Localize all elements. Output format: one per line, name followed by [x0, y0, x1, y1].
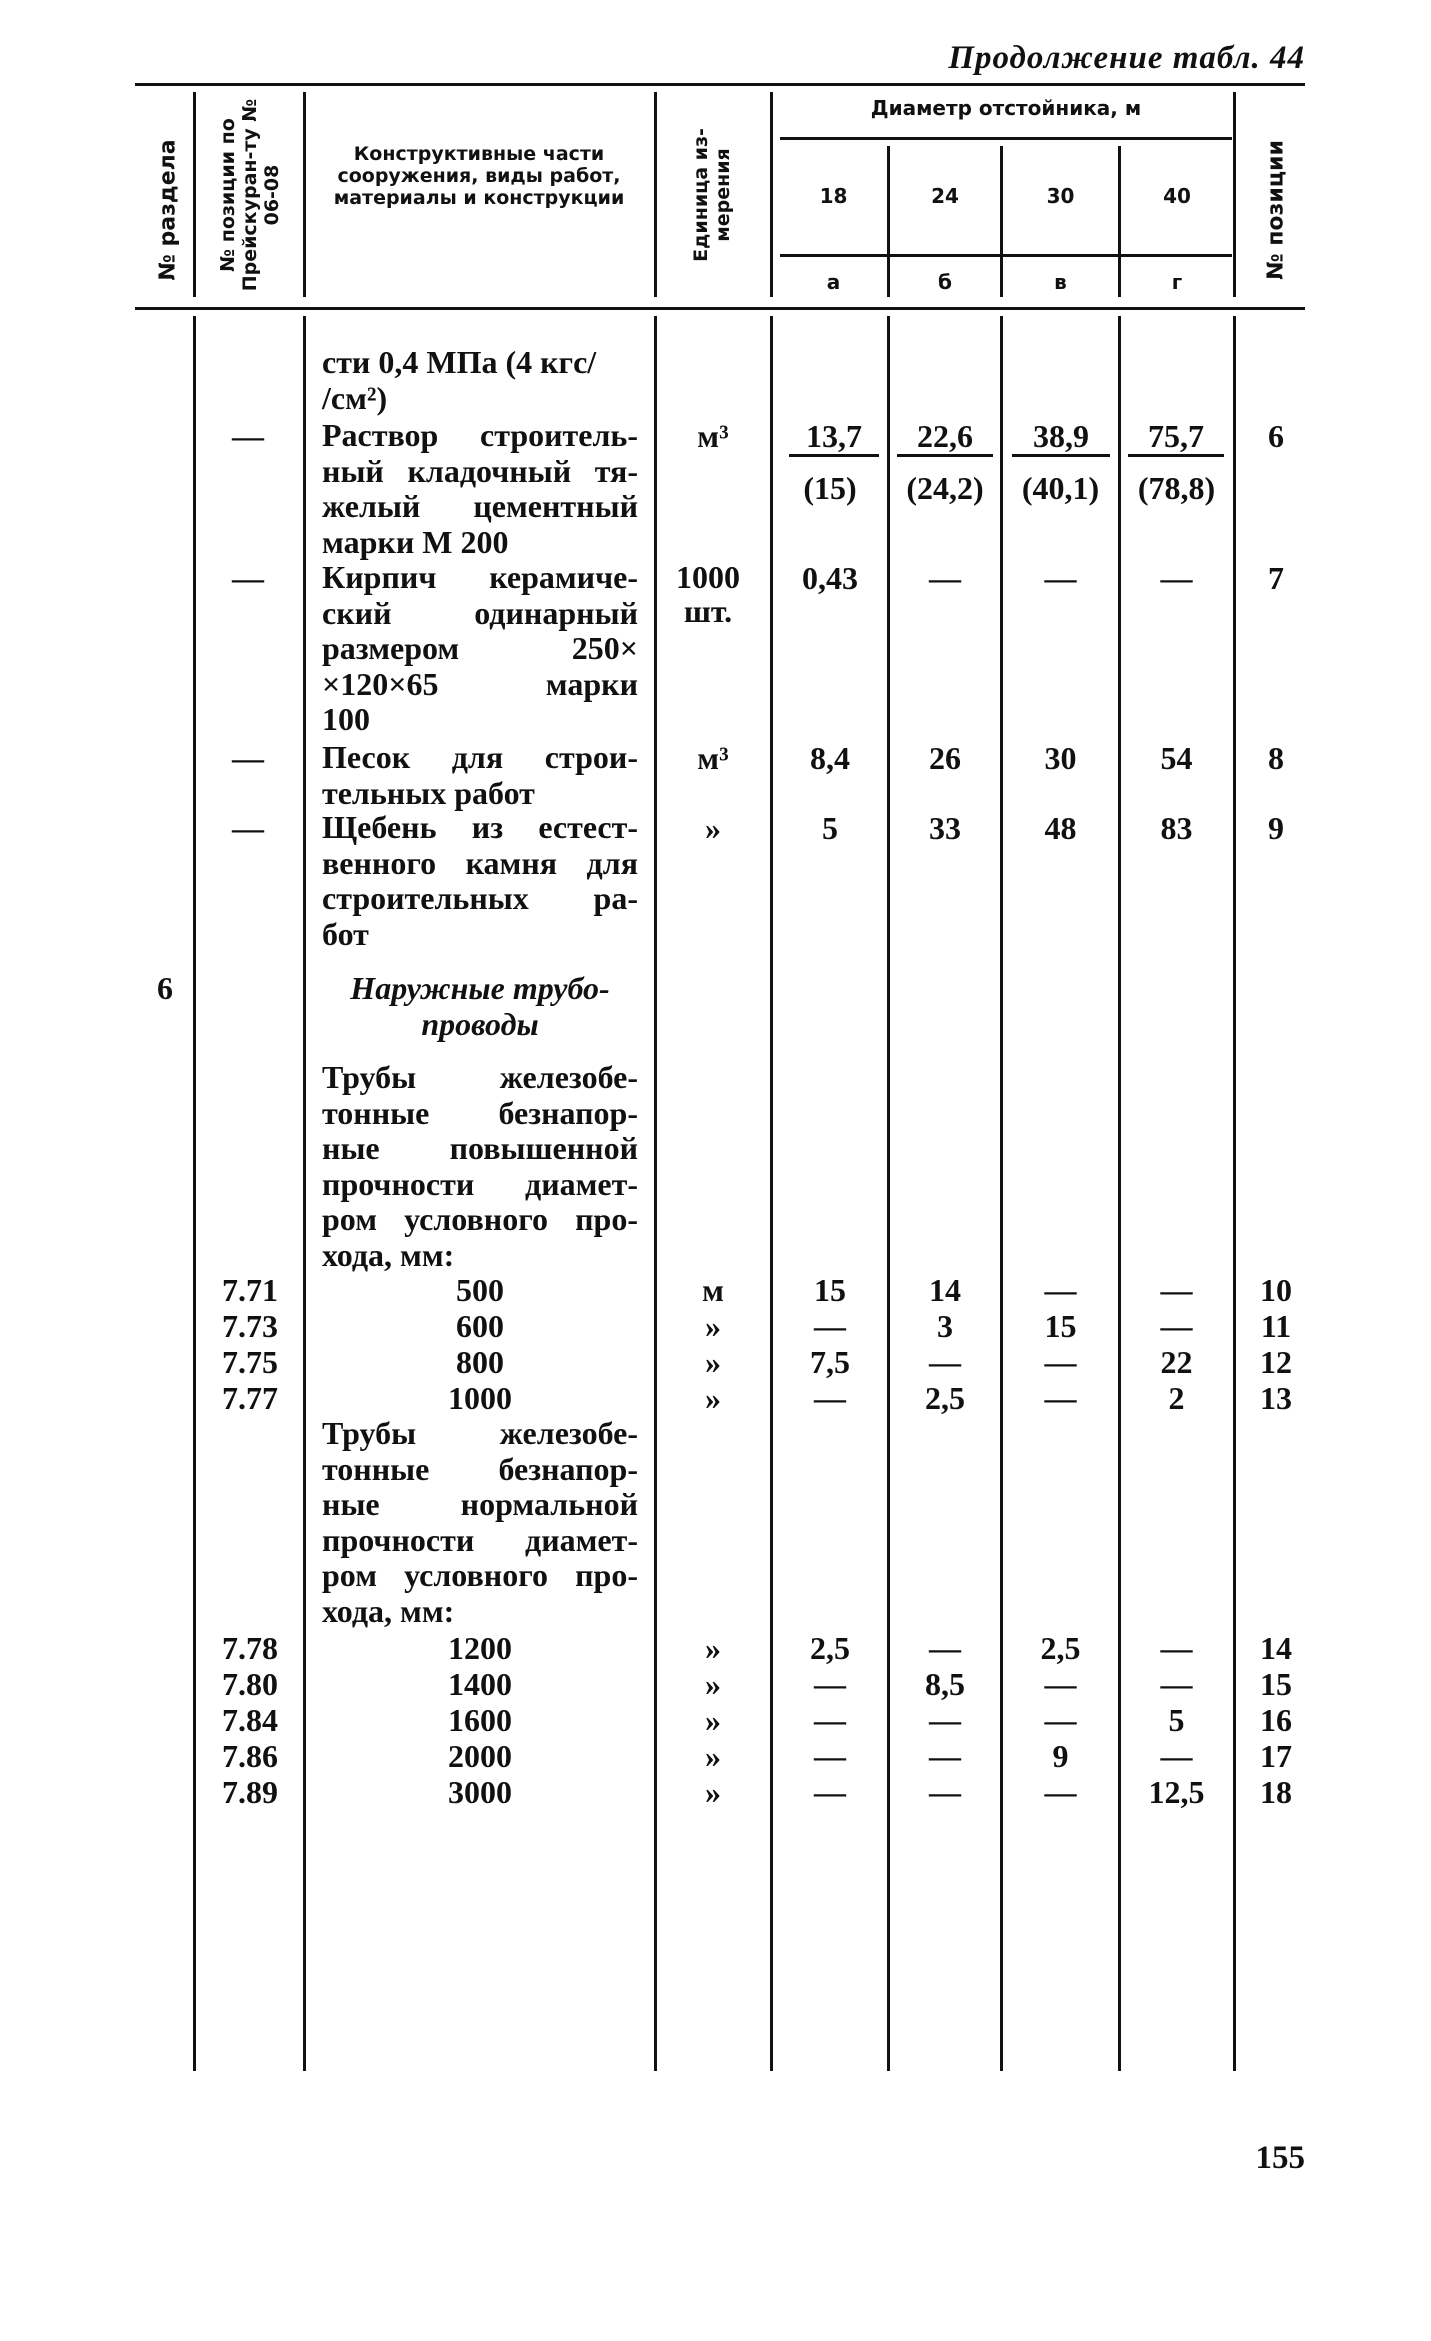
body-vline-4 — [770, 316, 773, 2071]
row1-val2-g: (78,8) — [1137, 470, 1216, 506]
g2-item3-val-v: 9 — [1052, 1738, 1069, 1774]
row1-val-g: 75,7 — [1128, 418, 1224, 457]
row1-desc-line4: марки М 200 — [322, 523, 509, 560]
section-number: 6 — [157, 970, 173, 1006]
g2-item3-pos: 17 — [1260, 1738, 1292, 1774]
hdr-vline-1 — [193, 92, 196, 297]
diam-title-rule — [780, 137, 1232, 140]
row3-val-v: 30 — [1044, 740, 1077, 776]
g2-item4-unit: » — [705, 1774, 721, 1810]
row1-price: — — [232, 418, 264, 454]
row3-val-a: 8,4 — [810, 740, 850, 776]
group1-desc-line3: ные повышенной — [322, 1130, 638, 1166]
group2-desc-line2: тонные безнапор- — [322, 1450, 638, 1487]
g1-item2-pos: 12 — [1260, 1344, 1292, 1380]
group2-desc-line5: ром условного про- — [322, 1557, 638, 1593]
hdr-description: Конструктивные части сооружения, виды работ, материалы и конструкции — [333, 143, 625, 209]
row1-val2-b: (24,2) — [906, 470, 984, 506]
row4-val-a: 5 — [822, 810, 838, 846]
g1-item2-unit: » — [705, 1344, 721, 1380]
g2-item2-price: 7.84 — [222, 1702, 278, 1738]
hdr-diam-40: 40 — [1163, 184, 1191, 208]
row1-val-b: 22,6 — [897, 418, 993, 457]
g1-item0-val-g: — — [1160, 1272, 1193, 1308]
header-top-rule — [135, 83, 1305, 86]
row2-val-g: — — [1160, 560, 1193, 596]
row2-desc-line5: 100 — [322, 701, 370, 737]
hdr-letter-v: в — [1054, 270, 1067, 294]
row4-desc — [322, 810, 638, 952]
row0-desc-line2: /см²) — [322, 379, 388, 416]
row2-desc-line2: ский одинарный — [322, 594, 638, 631]
group2-desc-line4: прочности диамет- — [322, 1521, 638, 1558]
g2-item3-val-g: — — [1160, 1738, 1193, 1774]
g1-item1-pos: 11 — [1260, 1308, 1292, 1344]
g2-item2-size: 1600 — [448, 1702, 512, 1738]
g2-item3-size: 2000 — [448, 1738, 512, 1774]
row4-unit: » — [705, 810, 721, 846]
hdr-letter-b: б — [938, 270, 952, 294]
header-bottom-rule — [135, 307, 1305, 310]
row2-val-v: — — [1044, 560, 1077, 596]
row1-pos: 6 — [1268, 418, 1284, 454]
row1-val2-v: (40,1) — [1021, 470, 1100, 506]
row4-pos: 9 — [1268, 810, 1284, 846]
body-vline-8 — [1233, 316, 1236, 2071]
row1-desc-line1: Раствор строитель- — [322, 417, 638, 453]
g1-item1-val-v: 15 — [1044, 1308, 1077, 1344]
row2-desc — [322, 560, 638, 738]
group1-desc-line4: прочности диамет- — [322, 1165, 638, 1202]
hdr-vline-8 — [1233, 92, 1236, 297]
g1-item3-size: 1000 — [448, 1380, 512, 1416]
g2-item2-val-a: — — [814, 1702, 846, 1738]
row0-desc — [322, 345, 638, 416]
g1-item3-pos: 13 — [1260, 1380, 1292, 1416]
g1-item0-size: 500 — [456, 1272, 504, 1308]
row2-val-a: 0,43 — [802, 560, 858, 596]
table-caption: Продолжение табл. 44 — [948, 40, 1305, 76]
hdr-price-pos: № позиции по Прейскуран-ту № 06-08 — [217, 98, 283, 292]
row1-desc — [322, 418, 638, 560]
row2-pos: 7 — [1268, 560, 1284, 596]
g2-item0-val-a: 2,5 — [810, 1630, 850, 1666]
group2-desc-line6: хода, мм: — [322, 1592, 455, 1629]
g1-item1-val-g: — — [1160, 1308, 1193, 1344]
row2-desc-line4: ×120×65 марки — [322, 665, 638, 702]
hdr-diam-24: 24 — [931, 184, 959, 208]
row2-desc-line3: размером 250× — [322, 630, 638, 666]
g1-item2-val-g: 22 — [1160, 1344, 1193, 1380]
g1-item0-val-v: — — [1044, 1272, 1077, 1308]
g1-item3-val-v: — — [1044, 1380, 1077, 1416]
g2-item0-val-b: — — [929, 1630, 961, 1666]
page-number: 155 — [1255, 2140, 1305, 2176]
g2-item4-val-v: — — [1044, 1774, 1077, 1810]
hdr-diameter: Диаметр отстойника, м — [870, 96, 1142, 120]
diam-letters-rule — [780, 254, 1232, 257]
g2-item0-price: 7.78 — [222, 1630, 278, 1666]
row1-unit: м³ — [697, 418, 729, 454]
group1-desc-line5: ром условного про- — [322, 1201, 638, 1237]
g2-item0-val-g: — — [1160, 1630, 1193, 1666]
row4-price: — — [232, 810, 264, 846]
row4-desc-line1: Щебень из естест- — [322, 809, 638, 845]
row0-desc-line1: сти 0,4 МПа (4 кгс/ — [322, 344, 597, 380]
g1-item1-val-b: 3 — [937, 1308, 953, 1344]
hdr-diam-30: 30 — [1046, 184, 1075, 208]
row1-desc-line2: ный кладочный тя- — [322, 452, 638, 489]
group2-desc-line3: ные нормальной — [322, 1486, 638, 1522]
g2-item2-pos: 16 — [1260, 1702, 1292, 1738]
row1-val-v: 38,9 — [1012, 418, 1110, 457]
row2-val-b: — — [929, 560, 961, 596]
hdr-vline-4 — [770, 92, 773, 297]
row4-desc-line2: венного камня для — [322, 844, 638, 881]
hdr-vline-3 — [654, 92, 657, 297]
g1-item0-pos: 10 — [1260, 1272, 1292, 1308]
group2-desc — [322, 1416, 638, 1629]
g2-item1-unit: » — [705, 1666, 721, 1702]
row3-unit: м³ — [697, 740, 729, 776]
g2-item1-val-g: — — [1160, 1666, 1193, 1702]
g1-item2-val-v: — — [1044, 1344, 1077, 1380]
g1-item0-price: 7.71 — [222, 1272, 278, 1308]
g2-item2-val-v: — — [1044, 1702, 1077, 1738]
g2-item2-unit: » — [705, 1702, 721, 1738]
row3-val-g: 54 — [1160, 740, 1193, 776]
hdr-position: № позиции — [1263, 140, 1289, 280]
row1-val2-a: (15) — [803, 470, 857, 506]
g2-item4-pos: 18 — [1260, 1774, 1292, 1810]
row3-price: — — [232, 740, 264, 776]
g2-item2-val-b: — — [929, 1702, 961, 1738]
hdr-diam-18: 18 — [819, 184, 848, 208]
body-vline-3 — [654, 316, 657, 2071]
g2-item0-pos: 14 — [1260, 1630, 1292, 1666]
row2-price: — — [232, 560, 264, 596]
g1-item3-val-a: — — [814, 1380, 846, 1416]
row1-desc-line3: желый цементный — [322, 488, 638, 524]
g1-item2-size: 800 — [456, 1344, 504, 1380]
g2-item0-val-v: 2,5 — [1040, 1630, 1081, 1666]
hdr-unit: Единица из-мерения — [690, 128, 734, 262]
row3-desc-line1: Песок для строи- — [322, 739, 638, 775]
g2-item3-val-b: — — [929, 1738, 961, 1774]
g1-item0-unit: м — [702, 1272, 724, 1308]
g1-item1-size: 600 — [456, 1308, 504, 1344]
row3-desc-line2: тельных работ — [322, 774, 535, 811]
hdr-letter-a: а — [826, 270, 841, 294]
g2-item1-price: 7.80 — [222, 1666, 278, 1702]
row4-val-b: 33 — [929, 810, 961, 846]
g1-item2-price: 7.75 — [222, 1344, 278, 1380]
g1-item3-unit: » — [705, 1380, 721, 1416]
g1-item3-val-b: 2,5 — [925, 1380, 965, 1416]
g1-item3-price: 7.77 — [222, 1380, 278, 1416]
g1-item0-val-a: 15 — [814, 1272, 846, 1308]
section-title: Наружные трубо-проводы — [350, 970, 610, 1042]
group1-desc-line1: Трубы железобе- — [322, 1059, 638, 1095]
body-vline-1 — [193, 316, 196, 2071]
g2-item1-val-v: — — [1044, 1666, 1077, 1702]
body-vline-2 — [303, 316, 306, 2071]
g2-item1-pos: 15 — [1260, 1666, 1292, 1702]
g2-item0-unit: » — [705, 1630, 721, 1666]
g1-item1-unit: » — [705, 1308, 721, 1344]
g1-item0-val-b: 14 — [929, 1272, 961, 1308]
hdr-letter-g: г — [1171, 270, 1183, 294]
hdr-vline-2 — [303, 92, 306, 297]
g1-item3-val-g: 2 — [1168, 1380, 1185, 1416]
g2-item1-size: 1400 — [448, 1666, 512, 1702]
row3-val-b: 26 — [929, 740, 961, 776]
g2-item4-val-g: 12,5 — [1148, 1774, 1205, 1810]
g2-item3-price: 7.86 — [222, 1738, 278, 1774]
row1-val-a: 13,7 — [789, 418, 879, 457]
g2-item4-size: 3000 — [448, 1774, 512, 1810]
row3-desc — [322, 740, 638, 811]
row4-desc-line4: бот — [322, 915, 369, 952]
row3-pos: 8 — [1268, 740, 1284, 776]
group1-desc-line6: хода, мм: — [322, 1236, 455, 1273]
g2-item3-unit: » — [705, 1738, 721, 1774]
g2-item0-size: 1200 — [448, 1630, 512, 1666]
group1-desc-line2: тонные безнапор- — [322, 1094, 638, 1131]
g2-item4-val-a: — — [814, 1774, 846, 1810]
g1-item2-val-b: — — [929, 1344, 961, 1380]
g1-item1-val-a: — — [814, 1308, 846, 1344]
hdr-section: № раздела — [155, 139, 181, 281]
g2-item2-val-g: 5 — [1168, 1702, 1185, 1738]
group2-desc-line1: Трубы железобе- — [322, 1415, 638, 1451]
row4-val-v: 48 — [1044, 810, 1077, 846]
g2-item4-val-b: — — [929, 1774, 961, 1810]
g1-item1-price: 7.73 — [222, 1308, 278, 1344]
row4-val-g: 83 — [1160, 810, 1193, 846]
g2-item3-val-a: — — [814, 1738, 846, 1774]
g1-item2-val-a: 7,5 — [810, 1344, 850, 1380]
group1-desc — [322, 1060, 638, 1273]
row2-desc-line1: Кирпич керамиче- — [322, 559, 638, 595]
g2-item1-val-b: 8,5 — [925, 1666, 965, 1702]
g2-item1-val-a: — — [814, 1666, 846, 1702]
row2-unit: 1000 шт. — [676, 559, 740, 629]
g2-item4-price: 7.89 — [222, 1774, 278, 1810]
row4-desc-line3: строительных ра- — [322, 880, 638, 916]
